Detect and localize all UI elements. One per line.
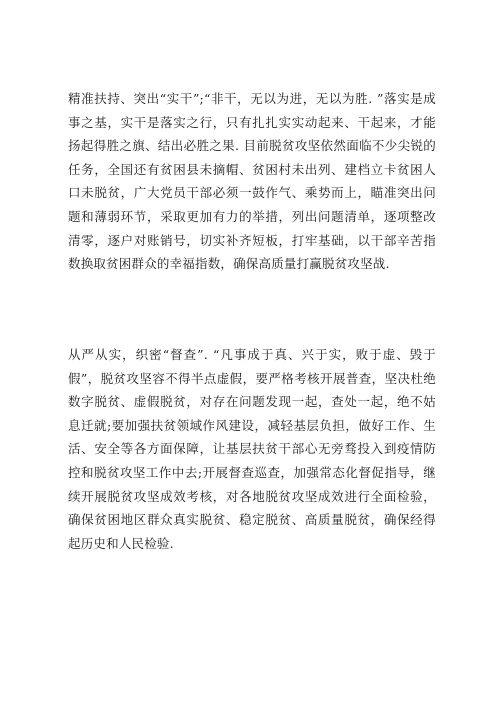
paragraph-supervision: 从严从实，织密“督查”. “凡事成于真、兴于实，败于虚、毁于假”，脱贫攻坚容不得半点虚假，要严格考核开展普查，坚决杜绝数字脱贫、虚假脱贫，对存在问题发现一起，查处一起，绝不姑息迁就;要加强扶贫领域作风建设，减轻基层负担，做好工作、生活、安全等各方面保障，让基层扶贫干部心无旁骛投入到疫情防控和脱贫攻坚工作中去;开展督查巡查，加强常态化督促指导，继续开展脱贫攻坚成效考核，对各地脱贫攻坚成效进行全面检验，确保贫困地区群众真实脱贫、稳定脱贫、高质量脱贫，确保经得起历史和人民检验. xyxy=(68,347,436,551)
paragraph-practical-work: 精准扶持、突出“实干”;“非干，无以为进，无以为胜. ”落实是成事之基，实干是落实之行，只有扎扎实实动起来、干起来，才能扬起得胜之旗、结出必胜之果. 目前脱贫攻坚依然面临不少尖锐的任务，全国还有贫困县未摘帽、贫困村未出列、建档立卡贫困人口未脱贫，广大党员干部必须一鼓作气、乘势而上，瞄准突出问题和薄弱环节，采取更加有力的举措，列出问题清单，逐项整改清零，逐户对账销号，切实补齐短板，打牢基础，以干部辛苦指数换取贫困群众的幸福指数，确保高质量打赢脱贫攻坚战. xyxy=(68,91,436,272)
